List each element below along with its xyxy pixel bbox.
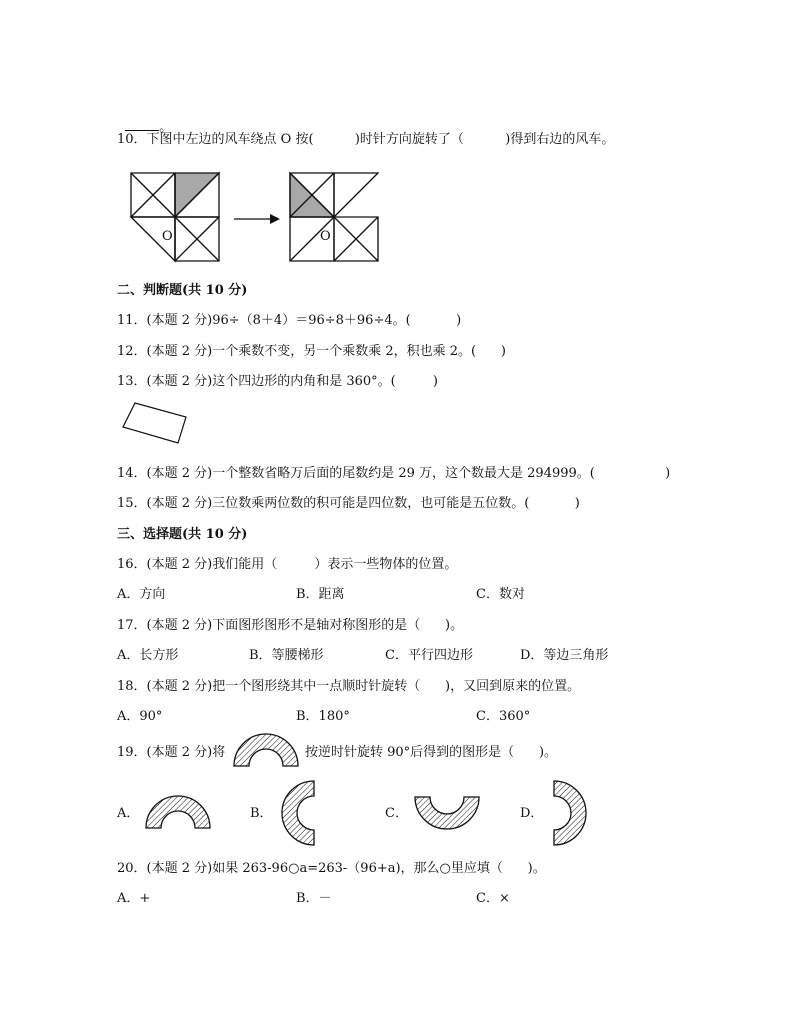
question-10-text: 10．下图中左边的风车绕点 O 按( )时针方向旋转了（ )得到右边的风车。 [117,132,615,147]
q17-option-b[interactable]: B．等腰梯形 [249,648,324,663]
q19-option-b-arch-left[interactable] [281,780,315,846]
q19-option-d[interactable]: D． [520,806,544,821]
answer-underline [125,120,159,131]
q16-option-b[interactable]: B．距离 [296,587,345,602]
q17-option-a[interactable]: A．长方形 [117,648,179,663]
section-3-heading: 三、选择题(共 10 分) [117,527,248,542]
question-15-text: 15．(本题 2 分)三位数乘两位数的积可能是四位数，也可能是五位数。( ) [117,496,580,511]
q19-source-arch-shape [233,733,299,767]
q18-option-b[interactable]: B．180° [296,709,350,724]
q19-option-c-arch-down[interactable] [414,796,480,830]
previous-tail: 。 [159,120,173,135]
question-12-text: 12．(本题 2 分)一个乘数不变，另一个乘数乘 2，积也乘 2。( ) [117,344,506,359]
question-20-text: 20．(本题 2 分)如果 263-96○a=263-（96+a)，那么○里应填（ )。 [117,861,546,876]
q16-option-c[interactable]: C．数对 [476,587,525,602]
q19-option-b[interactable]: B． [250,806,273,821]
q18-option-a[interactable]: A．90° [117,709,163,724]
rotation-arrow [234,212,280,226]
q20-option-a[interactable]: A．+ [117,891,151,906]
question-19-suffix: 按逆时针旋转 90°后得到的图形是（ )。 [305,745,558,760]
q20-option-c[interactable]: C．× [476,891,510,906]
section-2-heading: 二、判断题(共 10 分) [117,283,248,298]
pinwheel-left-center-label: O [162,229,173,244]
question-18-text: 18．(本题 2 分)把一个图形绕其中一点顺时针旋转（ )，又回到原来的位置。 [117,679,581,694]
q18-option-c[interactable]: C．360° [476,709,531,724]
q16-option-a[interactable]: A．方向 [117,587,166,602]
q19-option-a-arch-up[interactable] [145,795,211,829]
question-19-prefix: 19．(本题 2 分)将 [117,745,226,760]
q19-option-d-arch-right[interactable] [553,780,587,846]
pinwheel-right-center-label: O [320,229,331,244]
q19-option-a[interactable]: A． [117,806,140,821]
question-16-text: 16．(本题 2 分)我们能用（ ）表示一些物体的位置。 [117,557,458,572]
question-17-text: 17．(本题 2 分)下面图形图形不是轴对称图形的是（ )。 [117,618,464,633]
question-13-text: 13．(本题 2 分)这个四边形的内角和是 360°。( ) [117,374,439,389]
q17-option-c[interactable]: C．平行四边形 [385,648,473,663]
q20-option-b[interactable]: B．－ [296,891,332,906]
q19-option-c[interactable]: C． [385,806,408,821]
q17-option-d[interactable]: D．等边三角形 [520,648,609,663]
pinwheel-left-figure [130,173,220,261]
quadrilateral-figure [120,401,192,445]
pinwheel-right-figure [289,173,379,261]
question-14-text: 14．(本题 2 分)一个整数省略万后面的尾数约是 29 万，这个数最大是 294999。( ) [117,466,671,481]
question-11-text: 11．(本题 2 分)96÷（8＋4）＝96÷8＋96÷4。( ) [117,313,462,328]
